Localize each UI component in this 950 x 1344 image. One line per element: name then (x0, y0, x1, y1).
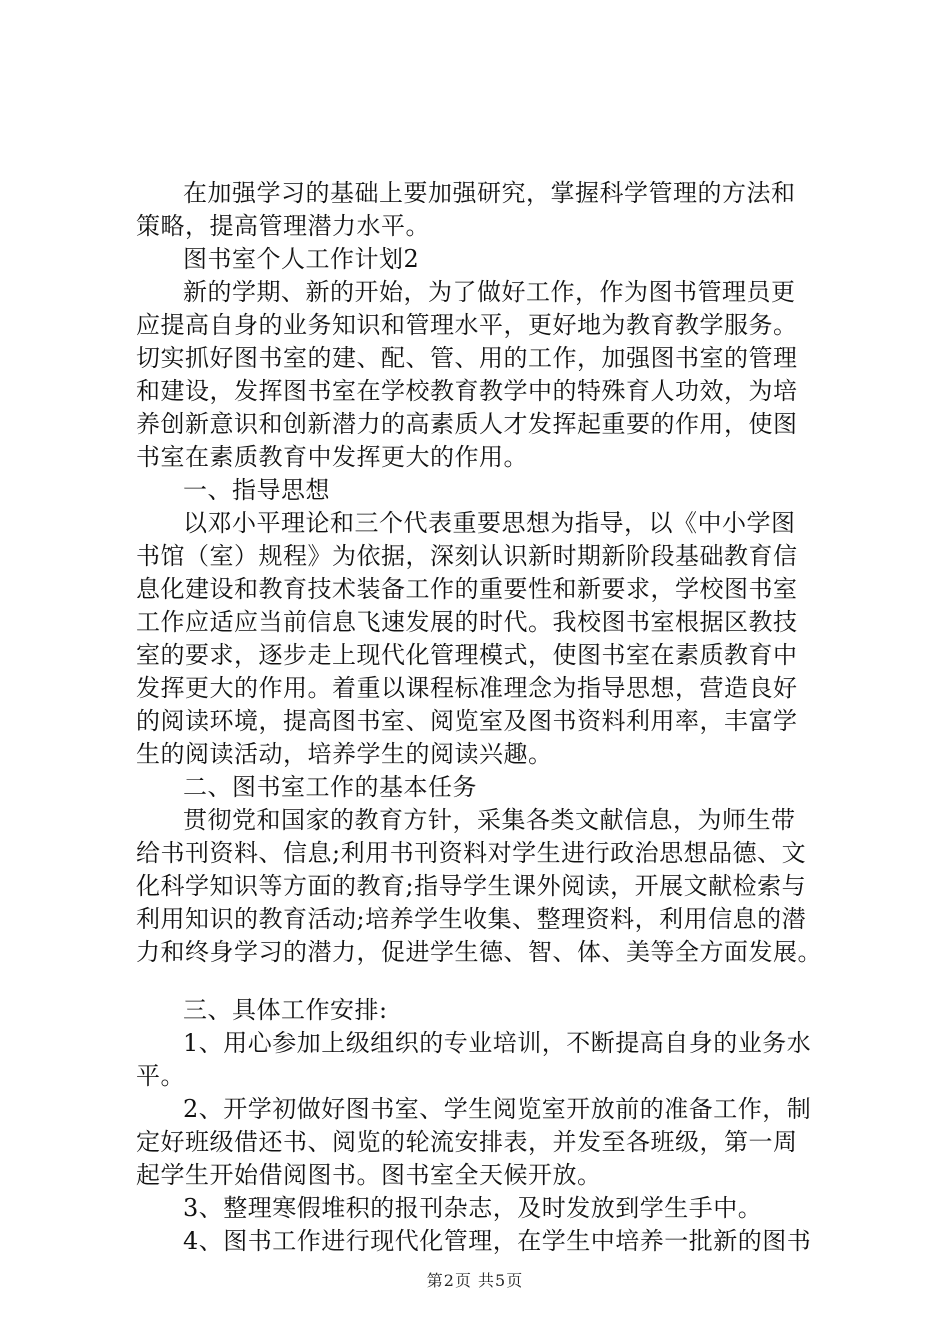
section-heading: 三、具体工作安排: (183, 996, 388, 1024)
text-line: 力和终身学习的潜力，促进学生德、智、体、美等全方面发展。 (136, 938, 822, 966)
section-title: 图书室个人工作计划2 (183, 245, 420, 273)
list-item-continuation: 平。 (136, 1062, 185, 1090)
text-line: 新的学期、新的开始，为了做好工作，作为图书管理员更 (183, 278, 796, 306)
list-item: 4、图书工作进行现代化管理，在学生中培养一批新的图书 (183, 1227, 812, 1255)
list-item: 1、用心参加上级组织的专业培训，不断提高自身的业务水 (183, 1029, 812, 1057)
list-item-continuation: 起学生开始借阅图书。图书室全天候开放。 (136, 1161, 602, 1189)
text-line: 的阅读环境，提高图书室、阅览室及图书资料利用率，丰富学 (136, 707, 798, 735)
page-number: 第2页 共5页 (426, 1271, 524, 1290)
section-heading: 一、指导思想 (183, 476, 330, 504)
list-item: 2、开学初做好图书室、学生阅览室开放前的准备工作，制 (183, 1095, 812, 1123)
text-line: 贯彻党和国家的教育方针，采集各类文献信息，为师生带 (183, 806, 796, 834)
text-line: 和建设，发挥图书室在学校教育教学中的特殊育人功效，为培 (136, 377, 798, 405)
text-line: 养创新意识和创新潜力的高素质人才发挥起重要的作用，使图 (136, 410, 798, 438)
list-item-continuation: 定好班级借还书、阅览的轮流安排表，并发至各班级，第一周 (136, 1128, 798, 1156)
text-line: 生的阅读活动，培养学生的阅读兴趣。 (136, 740, 553, 768)
text-line: 书馆（室）规程》为依据，深刻认识新时期新阶段基础教育信 (136, 542, 798, 570)
text-line: 策略，提高管理潜力水平。 (136, 212, 430, 240)
section-heading: 二、图书室工作的基本任务 (183, 773, 477, 801)
text-line: 书室在素质教育中发挥更大的作用。 (136, 443, 528, 471)
text-line: 给书刊资料、信息;利用书刊资料对学生进行政治思想品德、文 (136, 839, 807, 867)
text-line: 息化建设和教育技术装备工作的重要性和新要求，学校图书室 (136, 575, 798, 603)
text-line: 以邓小平理论和三个代表重要思想为指导，以《中小学图 (183, 509, 796, 537)
text-line: 发挥更大的作用。着重以课程标准理念为指导思想，营造良好 (136, 674, 798, 702)
text-line: 工作应适应当前信息飞速发展的时代。我校图书室根据区教技 (136, 608, 798, 636)
text-line: 化科学知识等方面的教育;指导学生课外阅读，开展文献检索与 (136, 872, 807, 900)
list-item: 3、整理寒假堆积的报刊杂志，及时发放到学生手中。 (183, 1194, 763, 1222)
text-line: 利用知识的教育活动;培养学生收集、整理资料，利用信息的潜 (136, 905, 807, 933)
text-line: 在加强学习的基础上要加强研究，掌握科学管理的方法和 (183, 179, 796, 207)
text-line: 室的要求，逐步走上现代化管理模式，使图书室在素质教育中 (136, 641, 798, 669)
text-line: 切实抓好图书室的建、配、管、用的工作，加强图书室的管理 (136, 344, 798, 372)
text-line: 应提高自身的业务知识和管理水平，更好地为教育教学服务。 (136, 311, 798, 339)
